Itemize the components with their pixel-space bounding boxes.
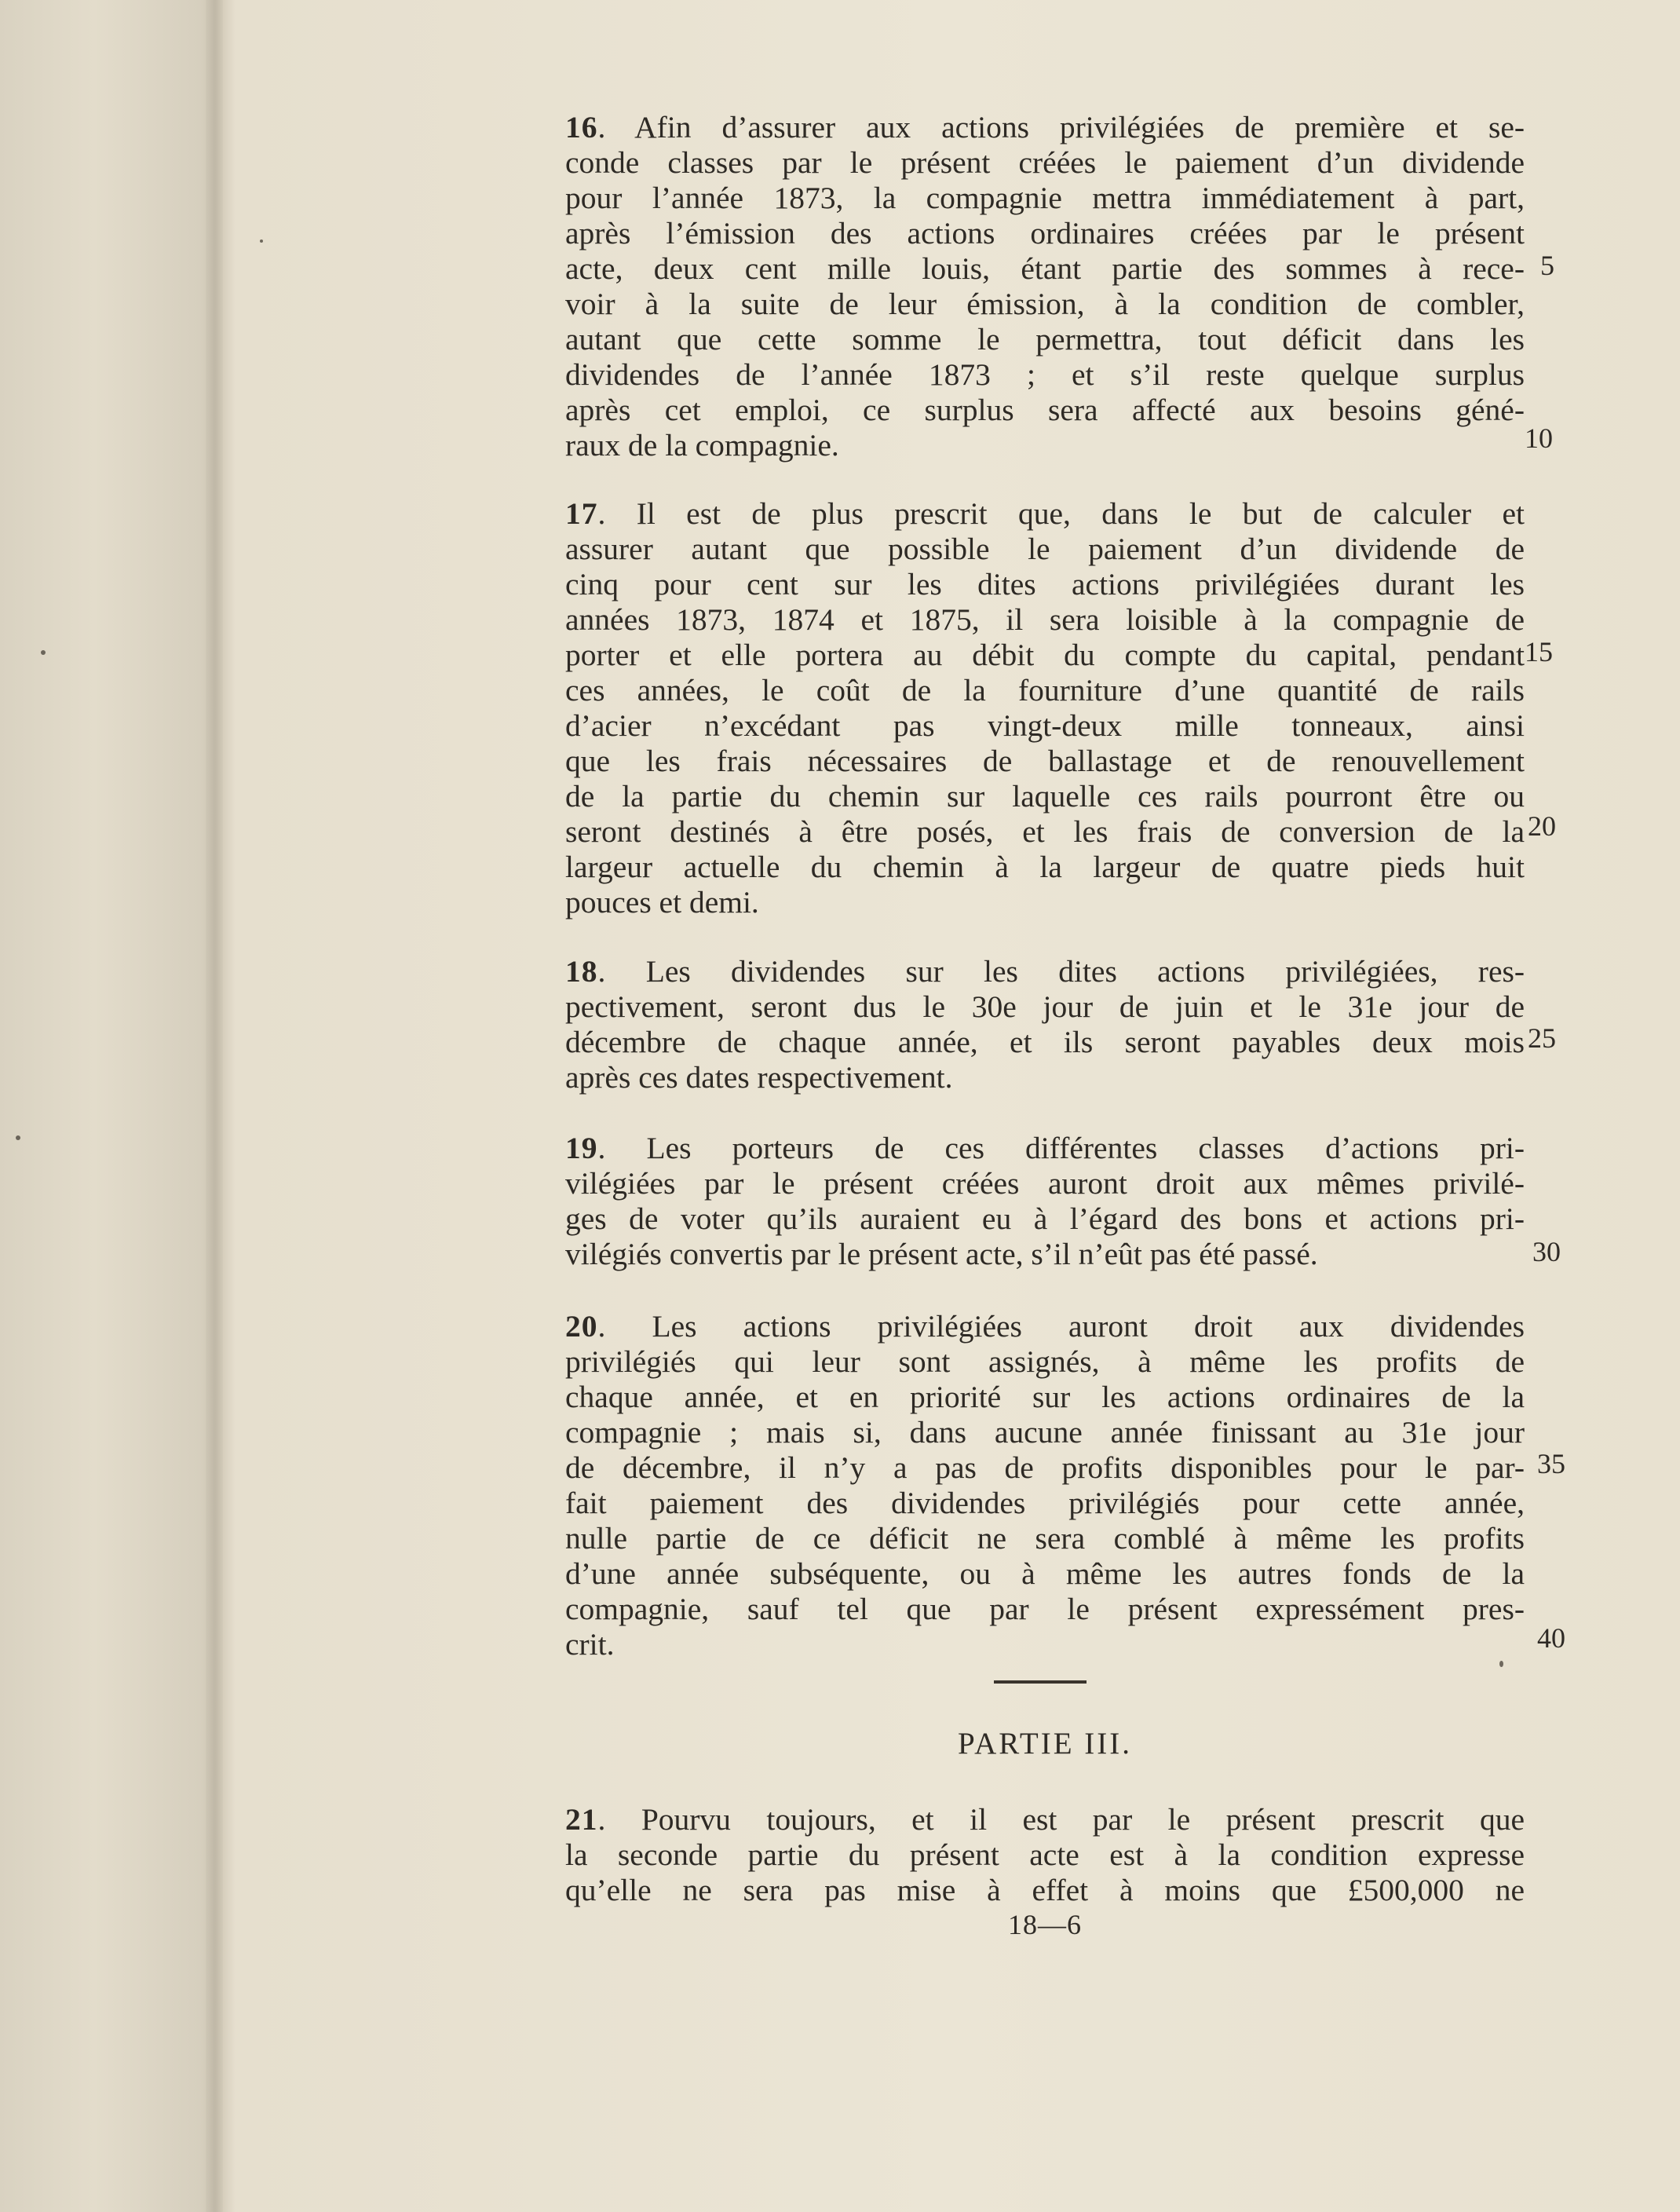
text-line: crit. — [565, 1627, 615, 1662]
text-line: largeur actuelle du chemin à la largeur de quatre pieds huit — [565, 850, 1525, 884]
margin-line-number: 20 — [1528, 810, 1556, 842]
section-heading: PARTIE III. — [957, 1727, 1133, 1760]
text-line: pouces et demi. — [565, 885, 759, 920]
text-line: de décembre, il n’y a pas de profits disponibles pour le par- — [565, 1450, 1525, 1485]
text-line: porter et elle portera au débit du compte du capital, pendant — [565, 638, 1525, 672]
text-line: Les actions privilégiées auront droit aux dividendes — [652, 1309, 1525, 1344]
text-line: Il est de plus prescrit que, dans le but de calculer et — [636, 496, 1525, 531]
text-line: pectivement, seront dus le 30e jour de juin et le 31e jour de — [565, 989, 1525, 1024]
text-line: vilégiées par le présent créées auront droit aux mêmes privilé- — [565, 1166, 1525, 1201]
section-19: 19. Les porteurs de ces différentes classes d’actions pri- vilégiées par le présent créées auront droit aux mêmes privilé- ges de voter qu’ils auraient eu à l’égard des bons et actions pri- vilégiés convertis par le présent acte, s’il n’eût pas été passé. — [565, 1131, 1525, 1271]
text-line: Les dividendes sur les dites actions privilégiées, res- — [645, 954, 1525, 989]
ink-speck — [260, 239, 263, 243]
section-number: 19 — [565, 1131, 598, 1165]
text-line: compagnie, sauf tel que par le présent expressément pres- — [565, 1592, 1525, 1626]
margin-line-number: 15 — [1525, 636, 1553, 667]
binding-fold — [206, 0, 223, 2212]
margin-line-number: 25 — [1528, 1022, 1556, 1054]
text-line: années 1873, 1874 et 1875, il sera loisible à la compagnie de — [565, 602, 1525, 637]
text-line: la seconde partie du présent acte est à la condition expresse — [565, 1837, 1525, 1872]
margin-line-number: 10 — [1525, 422, 1553, 454]
text-line: acte, deux cent mille louis, étant partie des sommes à rece- — [565, 251, 1525, 286]
text-line: raux de la compagnie. — [565, 428, 839, 463]
text-line: Afin d’assurer aux actions privilégiées de première et se- — [634, 110, 1525, 144]
text-line: après cet emploi, ce surplus sera affecté aux besoins géné- — [565, 393, 1525, 427]
margin-line-number: 5 — [1540, 250, 1554, 281]
text-line: voir à la suite de leur émission, à la condition de combler, — [565, 287, 1525, 321]
text-line: cinq pour cent sur les dites actions privilégiées durant les — [565, 567, 1525, 601]
text-line: après ces dates respectivement. — [565, 1060, 953, 1095]
section-18: 18. Les dividendes sur les dites actions privilégiées, res- pectivement, seront dus le 30e jour de juin et le 31e jour de décembre de chaque année, et ils seront payables deux mois après ces dates respectivement. — [565, 954, 1525, 1095]
text-line: d’acier n’excédant pas vingt-deux mille tonneaux, ainsi — [565, 708, 1525, 743]
margin-line-number: 40 — [1537, 1622, 1565, 1654]
text-line: ces années, le coût de la fourniture d’une quantité de rails — [565, 673, 1525, 707]
text-line: autant que cette somme le permettra, tout déficit dans les — [565, 322, 1525, 356]
margin-line-number: 35 — [1537, 1448, 1565, 1479]
section-20: 20. Les actions privilégiées auront droit aux dividendes privilégiés qui leur sont assignés, à même les profits de chaque année, et en priorité sur les actions ordinaires de la compagnie ; mais si, dans aucune année finissant au 31e jour de décembre, il n’y a pas de profits disponibles pour le par- fait paiement des dividendes privilégiés pour cette année, nulle partie de ce déficit ne sera comblé à même les profits d’une année subséquente, ou à même les autres fonds de la compagnie, sauf tel que par le présent expressément pres- crit. — [565, 1309, 1525, 1662]
text-line: chaque année, et en priorité sur les actions ordinaires de la — [565, 1380, 1525, 1414]
text-line: vilégiés convertis par le présent acte, s’il n’eût pas été passé. — [565, 1237, 1318, 1271]
text-line: conde classes par le présent créées le paiement d’un dividende — [565, 145, 1525, 180]
section-17: 17. Il est de plus prescrit que, dans le but de calculer et assurer autant que possible le paiement d’un dividende de cinq pour cent sur les dites actions privilégiées durant les années 1873, 1874 et 1875, il sera loisible à la compagnie de porter et elle portera au débit du compte du capital, pendant ces années, le coût de la fourniture d’une quantité de rails d’acier n’excédant pas vingt-deux mille tonneaux, ainsi que les frais nécessaires de ballastage et de renouvellement de la partie du chemin sur laquelle ces rails pourront être ou seront destinés à être posés, et les frais de conversion de la largeur actuelle du chemin à la largeur de quatre pieds huit pouces et demi. — [565, 496, 1525, 920]
text-line: fait paiement des dividendes privilégiés pour cette année, — [565, 1486, 1525, 1520]
text-line: qu’elle ne sera pas mise à effet à moins que £500,000 ne — [565, 1873, 1525, 1907]
text-line: de la partie du chemin sur laquelle ces rails pourront être ou — [565, 779, 1525, 814]
section-number: 20 — [565, 1309, 598, 1344]
text-line: dividendes de l’année 1873 ; et s’il reste quelque surplus — [565, 357, 1525, 392]
section-number: 17 — [565, 496, 598, 531]
text-line: Les porteurs de ces différentes classes d’actions pri- — [646, 1131, 1525, 1165]
section-number: 16 — [565, 110, 598, 144]
text-line: ges de voter qu’ils auraient eu à l’égard des bons et actions pri- — [565, 1201, 1525, 1236]
text-line: après l’émission des actions ordinaires créées par le présent — [565, 216, 1525, 250]
section-16: 16. Afin d’assurer aux actions privilégiées de première et se- conde classes par le présent créées le paiement d’un dividende pour l’année 1873, la compagnie mettra immédiatement à part, après l’émission des actions ordinaires créées par le présent acte, deux cent mille louis, étant partie des sommes à rece- voir à la suite de leur émission, à la condition de combler, autant que cette somme le permettra, tout déficit dans les dividendes de l’année 1873 ; et s’il reste quelque surplus après cet emploi, ce surplus sera affecté aux besoins géné- raux de la compagnie. — [565, 110, 1525, 463]
section-number: 18 — [565, 954, 598, 989]
text-line: pour l’année 1873, la compagnie mettra immédiatement à part, — [565, 181, 1525, 215]
section-divider — [994, 1680, 1087, 1684]
text-line: assurer autant que possible le paiement d’un dividende de — [565, 532, 1525, 566]
ink-speck — [16, 1135, 20, 1140]
section-21: 21. Pourvu toujours, et il est par le présent prescrit que la seconde partie du présent acte est à la condition expresse qu’elle ne sera pas mise à effet à moins que £500,000 ne — [565, 1802, 1525, 1907]
page-signature: 18—6 — [1008, 1909, 1082, 1940]
text-line: décembre de chaque année, et ils seront payables deux mois — [565, 1025, 1525, 1059]
text-line: privilégiés qui leur sont assignés, à même les profits de — [565, 1344, 1525, 1379]
margin-line-number: 30 — [1532, 1236, 1561, 1267]
ink-speck — [41, 650, 46, 655]
section-number: 21 — [565, 1802, 598, 1837]
text-line: nulle partie de ce déficit ne sera comblé à même les profits — [565, 1521, 1525, 1556]
text-line: seront destinés à être posés, et les frais de conversion de la — [565, 814, 1525, 849]
text-line: que les frais nécessaires de ballastage et de renouvellement — [565, 744, 1525, 778]
text-line: d’une année subséquente, ou à même les autres fonds de la — [565, 1556, 1525, 1591]
text-line: compagnie ; mais si, dans aucune année finissant au 31e jour — [565, 1415, 1525, 1450]
text-line: Pourvu toujours, et il est par le présent prescrit que — [641, 1802, 1525, 1837]
